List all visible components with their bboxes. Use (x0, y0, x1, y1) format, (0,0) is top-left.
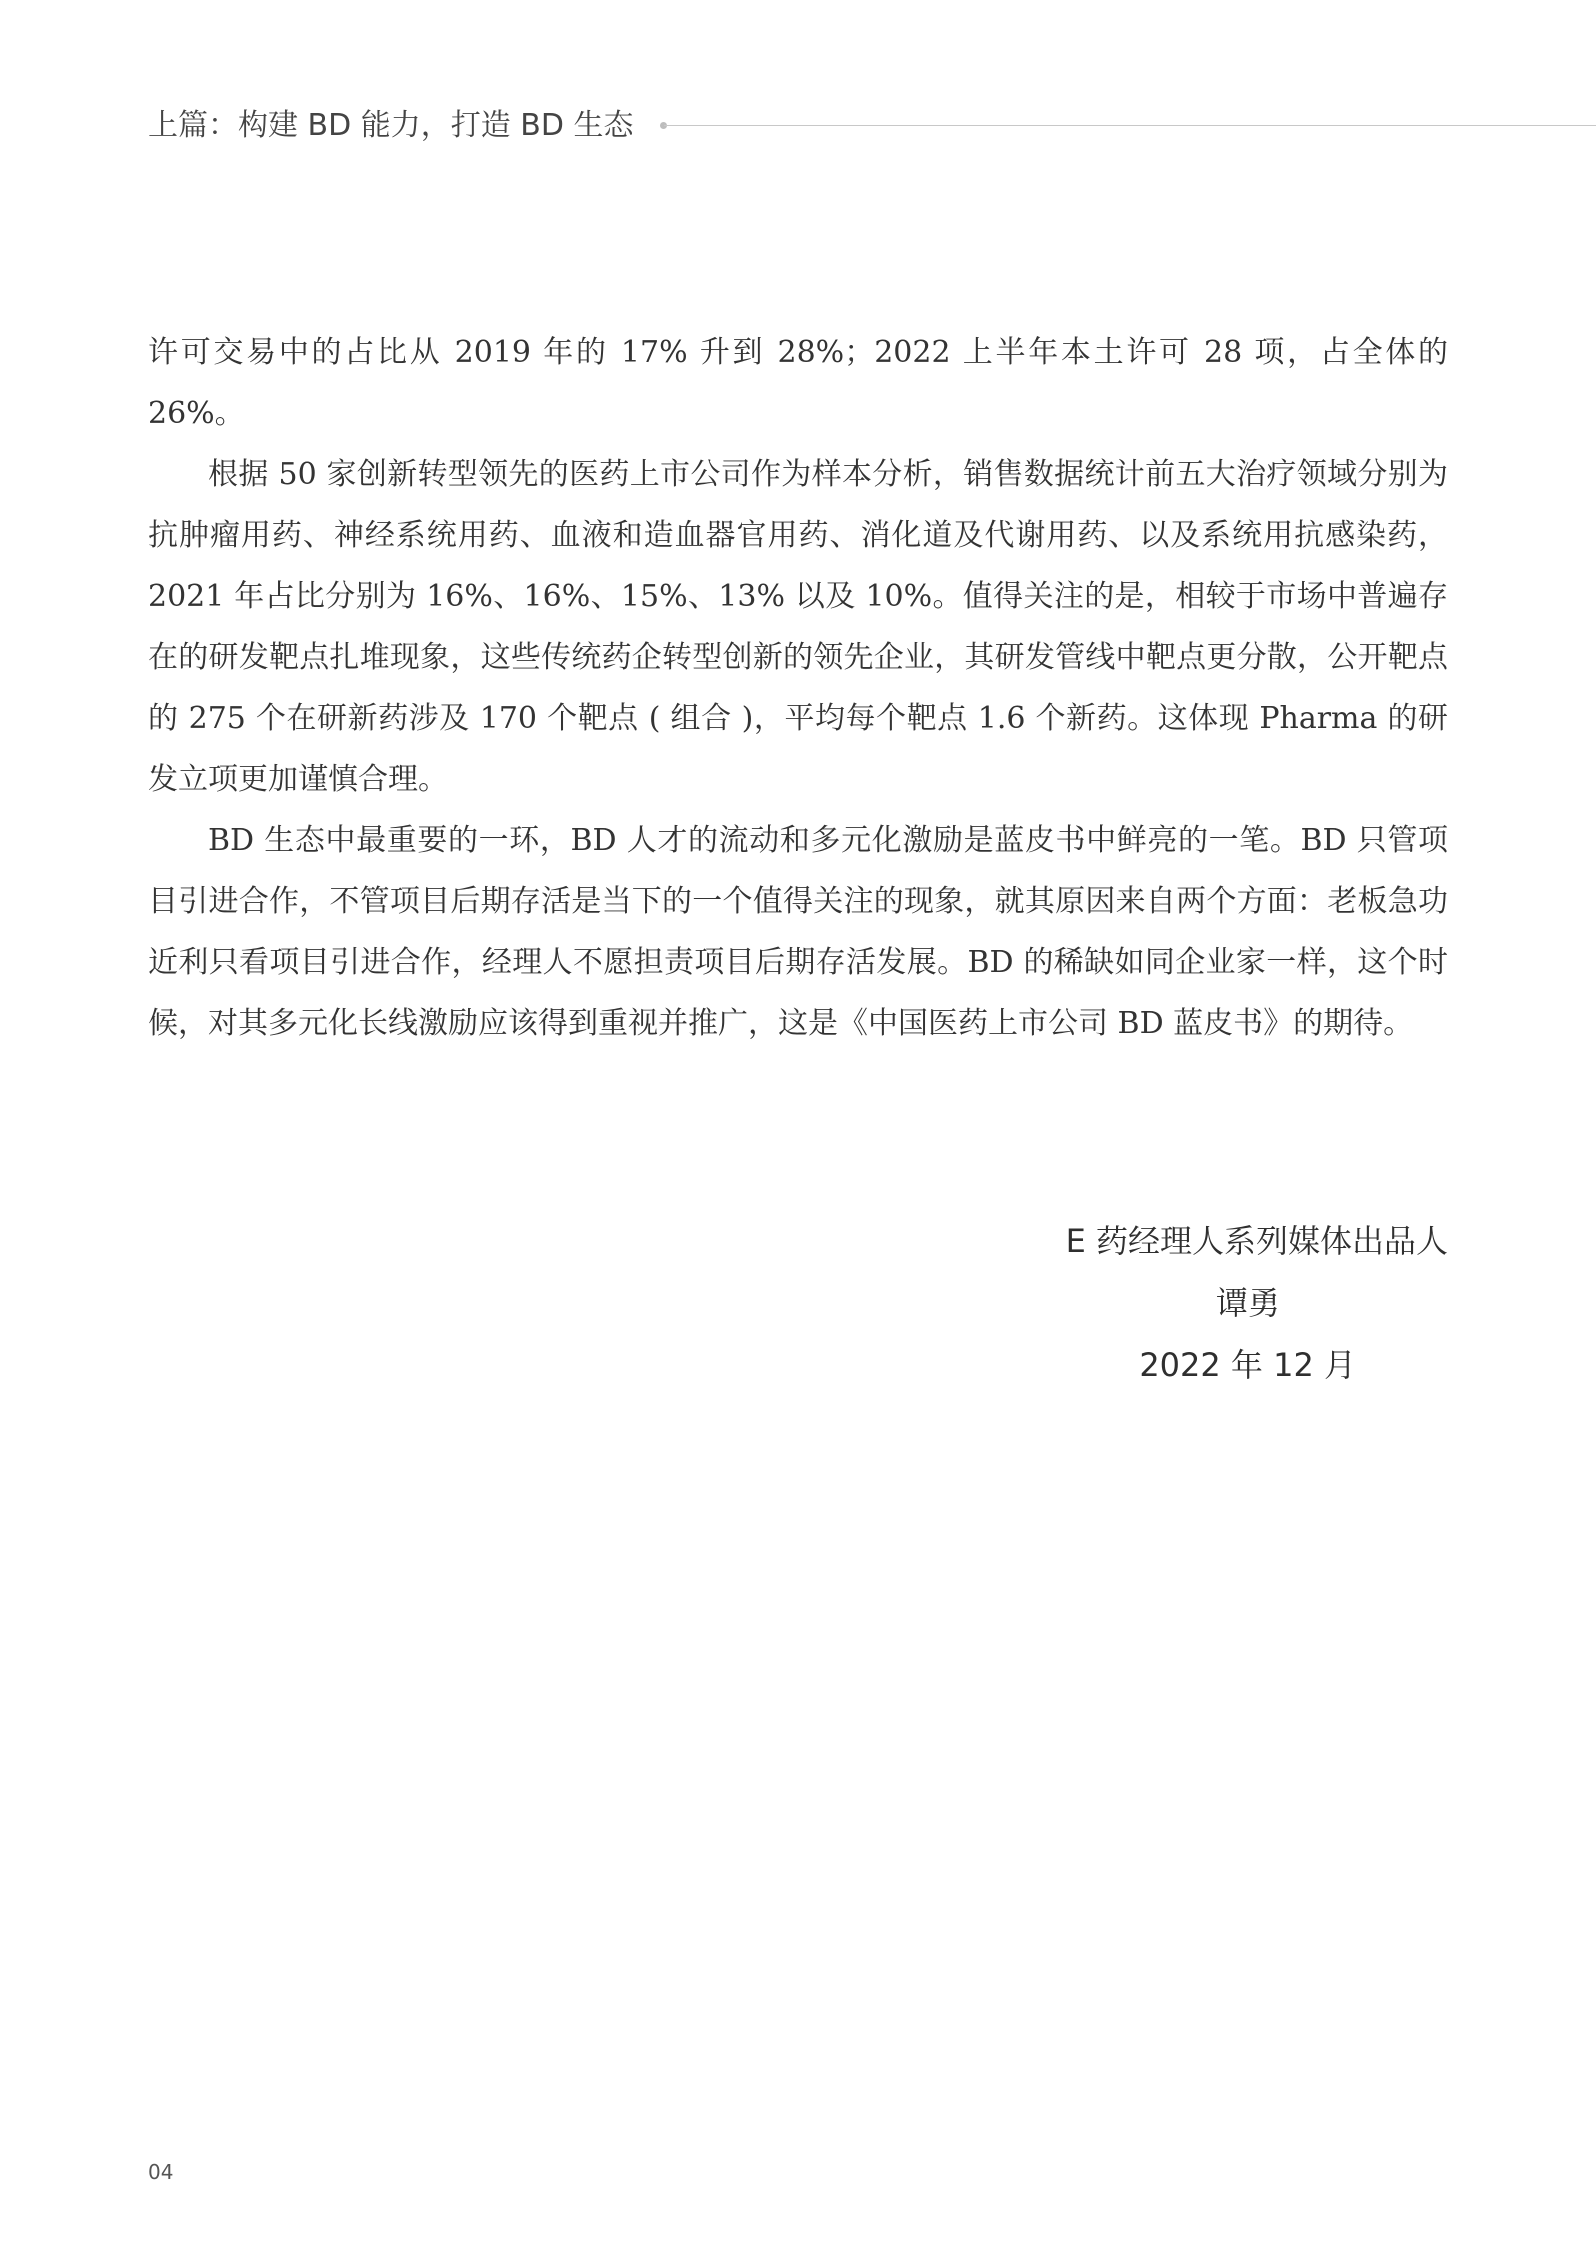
paragraph-2: 根据 50 家创新转型领先的医药上市公司作为样本分析，销售数据统计前五大治疗领域分别为抗肿瘤用药、神经系统用药、血液和造血器官用药、消化道及代谢用药、以及系统用抗感染药，2021 年占比分别为 16%、16%、15%、13% 以及 10%。值得关注的是，相较于市场中普遍存在的研发靶点扎堆现象，这些传统药企转型创新的领先企业，其研发管线中靶点更分散，公开靶点的 275 个在研新药涉及 170 个靶点 ( 组合 )，平均每个靶点 1.6 个新药。这体现 Pharma 的研发立项更加谨慎合理。 (148, 457, 1448, 797)
signature-org: E 药经理人系列媒体出品人 (1065, 1222, 1448, 1260)
section-title: 上篇：构建 BD 能力，打造 BD 生态 (148, 108, 634, 143)
header-rule (664, 125, 1596, 126)
paragraph-3: BD 生态中最重要的一环，BD 人才的流动和多元化激励是蓝皮书中鲜亮的一笔。BD 只管项目引进合作，不管项目后期存活是当下的一个值得关注的现象，就其原因来自两个方面：老板急功近利只看项目引进合作，经理人不愿担责项目后期存活发展。BD 的稀缺如同企业家一样，这个时候，对其多元化长线激励应该得到重视并推广，这是《中国医药上市公司 BD 蓝皮书》的期待。 (148, 823, 1448, 1041)
paragraph-1: 许可交易中的占比从 2019 年的 17% 升到 28%；2022 上半年本土许可 28 项，占全体的 26%。 (148, 335, 1448, 431)
running-header (148, 104, 1596, 148)
body-text (148, 322, 1448, 1054)
signature-name: 谭勇 (1215, 1284, 1280, 1322)
signature-block (900, 1210, 1448, 1396)
page-number: 04 (148, 2160, 174, 2184)
signature-date: 2022 年 12 月 (1139, 1346, 1356, 1384)
